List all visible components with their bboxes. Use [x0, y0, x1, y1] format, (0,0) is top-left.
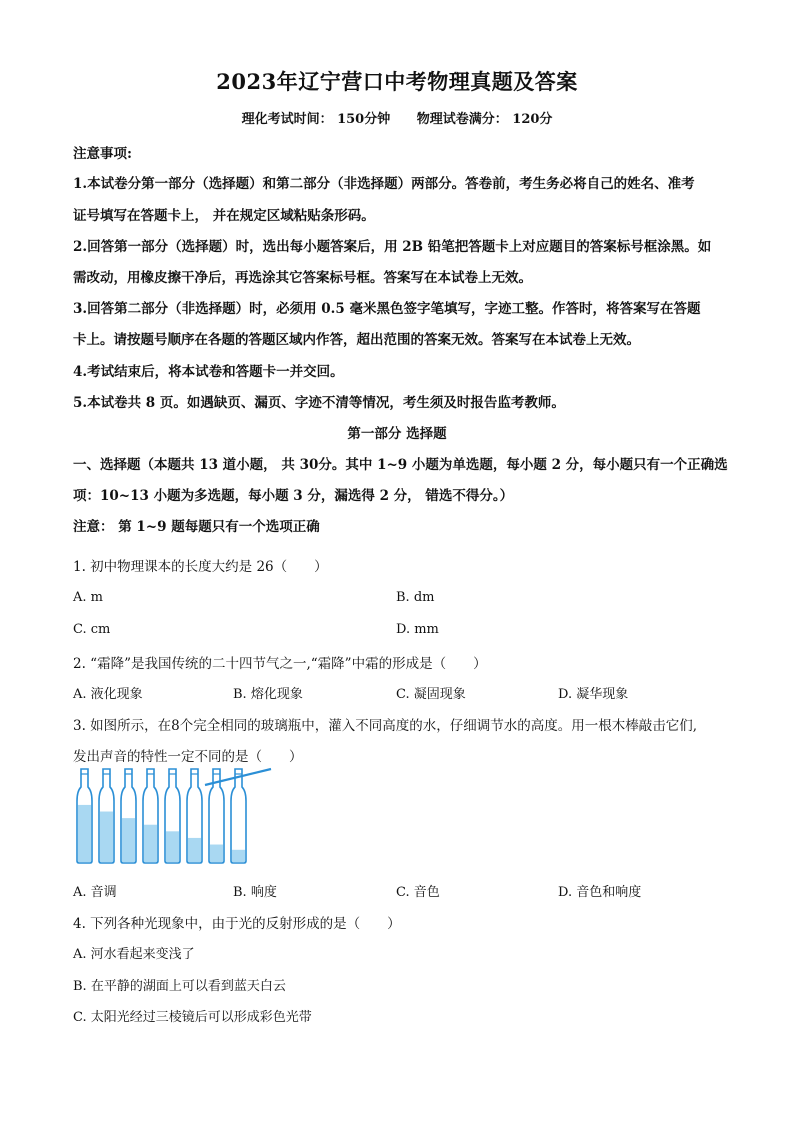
- bottle-water: [78, 805, 91, 862]
- bottle-outline: [231, 769, 246, 863]
- notice-line: 卡上。请按题号顺序在各题的答题区域内作答，超出范围的答案无效。答案写在本试卷上无效。: [73, 332, 640, 348]
- notice-line: 需改动，用橡皮擦干净后，再选涂其它答案标号框。答案写在本试卷上无效。: [73, 270, 532, 286]
- bottle-water: [188, 838, 201, 862]
- bottle-water: [166, 831, 179, 862]
- bottle: [231, 769, 246, 863]
- part1-heading: 第一部分 选择题: [347, 426, 447, 442]
- q3-option-d: D. 音色和响度: [558, 885, 642, 900]
- q1-option-c: C. cm: [73, 622, 111, 637]
- notice-line: 4.考试结束后，将本试卷和答题卡一并交回。: [73, 364, 344, 380]
- bottle-water: [210, 845, 223, 862]
- notice-line: 3.回答第二部分（非选择题）时，必须用 0.5 毫米黑色签字笔填写，字迹工整。作答时，将答案写在答题: [73, 301, 701, 317]
- q3-option-b: B. 响度: [233, 885, 277, 900]
- bottle: [77, 769, 92, 863]
- question-2-stem: 2. “霜降”是我国传统的二十四节气之一,“霜降”中霜的形成是（ ）: [73, 656, 487, 672]
- notice-line: 证号填写在答题卡上， 并在规定区域粘贴条形码。: [73, 208, 375, 224]
- q2-option-d: D. 凝华现象: [558, 687, 629, 702]
- bottles-figure: [73, 765, 293, 867]
- question-3-stem: 发出声音的特性一定不同的是（ ）: [73, 749, 303, 765]
- q2-option-a: A. 液化现象: [73, 687, 143, 702]
- q4-option-a: A. 河水看起来变浅了: [73, 947, 195, 962]
- q1-option-d: D. mm: [396, 622, 439, 637]
- bottle: [121, 769, 136, 863]
- q1-option-a: A. m: [73, 590, 103, 605]
- bottle-water: [100, 812, 113, 862]
- bottle-group: [77, 769, 246, 863]
- exam-score: 物理试卷满分： 120分: [416, 112, 553, 127]
- part1-intro: 一、选择题（本题共 13 道小题， 共 30分。其中 1~9 小题为单选题，每小题 2 分，每小题只有一个正确选: [73, 457, 728, 473]
- notice-line: 2.回答第一部分（选择题）时，选出每小题答案后，用 2B 铅笔把答题卡上对应题目的答案标号框涂黑。如: [73, 239, 712, 255]
- q4-option-b: B. 在平静的湖面上可以看到蓝天白云: [73, 979, 286, 994]
- wooden-stick: [205, 769, 271, 785]
- notice-heading: 注意事项:: [73, 146, 132, 162]
- bottle-water: [144, 825, 157, 862]
- question-4-stem: 4. 下列各种光现象中，由于光的反射形成的是（ ）: [73, 916, 401, 932]
- q4-option-c: C. 太阳光经过三棱镜后可以形成彩色光带: [73, 1010, 312, 1025]
- exam-info: [0, 108, 794, 127]
- q3-option-c: C. 音色: [396, 885, 440, 900]
- question-1-stem: 1. 初中物理课本的长度大约是 26（ ）: [73, 559, 328, 575]
- bottle: [165, 769, 180, 863]
- q3-option-a: A. 音调: [73, 885, 117, 900]
- bottle: [143, 769, 158, 863]
- part1-intro: 项：10~13 小题为多选题，每小题 3 分，漏选得 2 分， 错选不得分。）: [73, 488, 514, 504]
- bottle-water: [232, 850, 245, 862]
- exam-time: 理化考试时间： 150分钟: [241, 112, 391, 127]
- notice-line: 1.本试卷分第一部分（选择题）和第二部分（非选择题）两部分。答卷前，考生务必将自己的姓名、准考: [73, 176, 695, 192]
- part1-note: 注意： 第 1~9 题每题只有一个选项正确: [73, 519, 320, 535]
- q2-option-c: C. 凝固现象: [396, 687, 466, 702]
- q2-option-b: B. 熔化现象: [233, 687, 303, 702]
- notice-line: 5.本试卷共 8 页。如遇缺页、漏页、字迹不清等情况，考生须及时报告监考教师。: [73, 395, 565, 411]
- question-3-stem: 3. 如图所示，在8个完全相同的玻璃瓶中，灌入不同高度的水，仔细调节水的高度。用一根木棒敲击它们,: [73, 718, 698, 734]
- page-title: 2023年辽宁营口中考物理真题及答案: [216, 69, 578, 94]
- bottle-water: [122, 818, 135, 862]
- q1-option-b: B. dm: [396, 590, 435, 605]
- bottle: [99, 769, 114, 863]
- bottle: [187, 769, 202, 863]
